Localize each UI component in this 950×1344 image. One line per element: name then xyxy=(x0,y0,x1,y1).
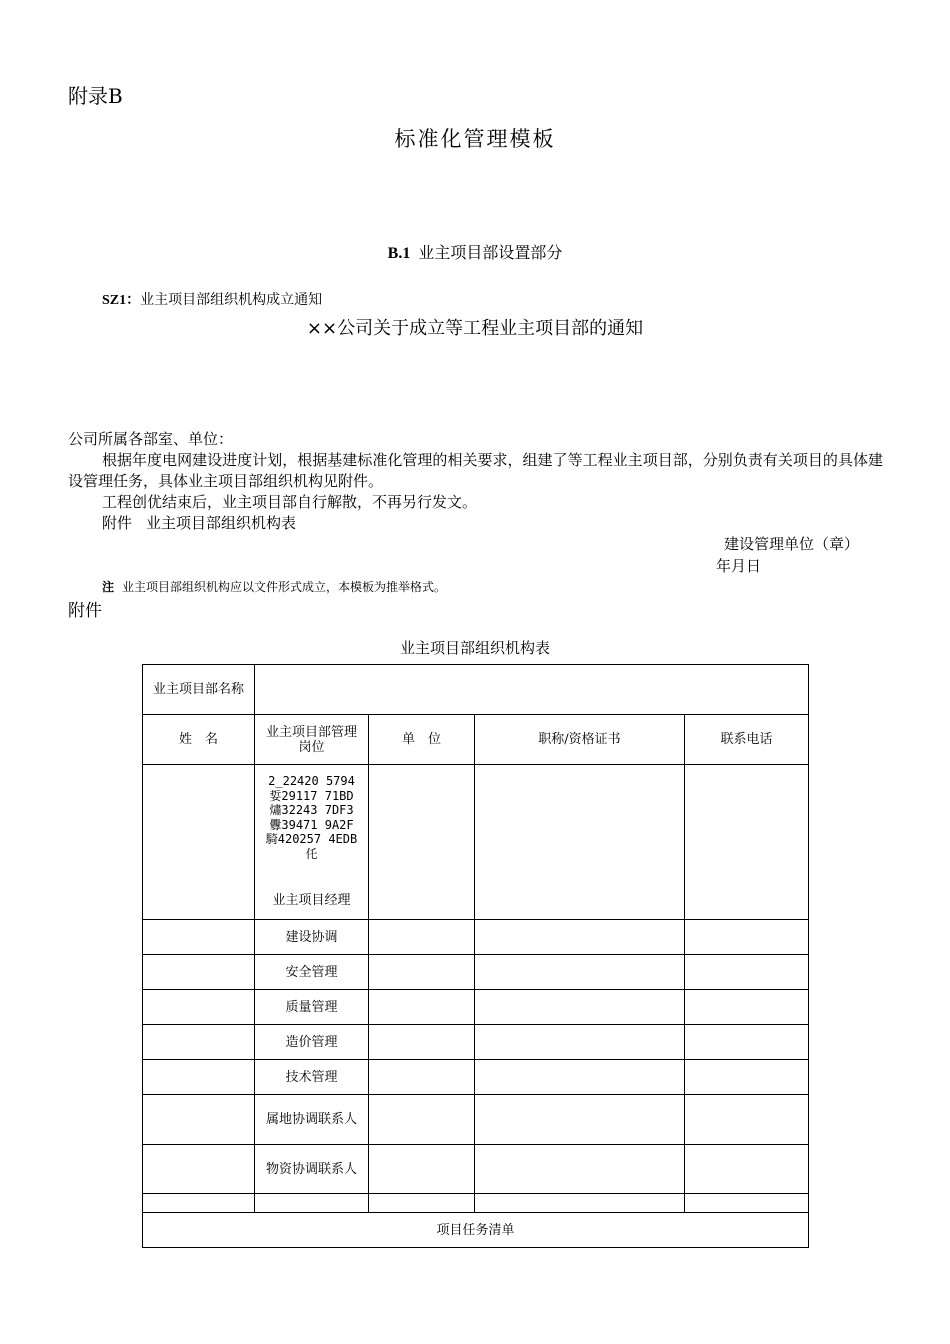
table-row xyxy=(143,1194,809,1213)
section-title: 业主项目部设置部分 xyxy=(418,243,563,262)
position-label: 质量管理 xyxy=(255,990,369,1025)
name-cell xyxy=(143,1095,255,1145)
position-label: 安全管理 xyxy=(255,955,369,990)
name-cell xyxy=(143,1145,255,1194)
section-number: B.1 xyxy=(387,245,411,262)
unit-cell xyxy=(369,990,475,1025)
unit-cell xyxy=(369,1194,475,1213)
cert-cell xyxy=(475,920,685,955)
table-row xyxy=(143,955,809,990)
name-cell xyxy=(143,765,255,920)
position-label: 造价管理 xyxy=(255,1025,369,1060)
phone-cell xyxy=(685,1060,809,1095)
template-heading xyxy=(102,289,322,309)
paragraph-plan: 根据年度电网建设进度计划，根据基建标准化管理的相关要求，组建了等工程业主项目部，分别负责有关项目的具体建设管理任务，具体业主项目部组织机构见附件。 xyxy=(68,451,883,490)
cert-cell xyxy=(475,1145,685,1194)
table-row xyxy=(143,1145,809,1194)
name-cell xyxy=(143,990,255,1025)
signature: 建设管理单位（章） xyxy=(724,535,860,553)
name-cell xyxy=(143,1194,255,1213)
phone-cell xyxy=(685,920,809,955)
main-title: 标准化管理模板 xyxy=(394,127,556,151)
phone-cell xyxy=(685,955,809,990)
table-row xyxy=(143,990,809,1025)
phone-cell xyxy=(685,1095,809,1145)
table-row xyxy=(143,920,809,955)
phone-cell xyxy=(685,1194,809,1213)
task-list-label: 项目任务清单 xyxy=(143,1213,809,1248)
unit-cell xyxy=(369,1025,475,1060)
note-text: 业主项目部组织机构应以文件形式成立，本模板为推举格式。 xyxy=(122,580,447,594)
table-name-row xyxy=(143,665,809,715)
notice-title: ××公司关于成立等工程业主项目部的通知 xyxy=(306,318,644,339)
attachment-heading: 附件 xyxy=(68,601,102,621)
name-cell xyxy=(143,955,255,990)
table-row xyxy=(143,765,809,920)
header-unit: 单 位 xyxy=(369,715,475,765)
header-name: 姓 名 xyxy=(143,715,255,765)
unit-cell xyxy=(369,1145,475,1194)
name-cell xyxy=(143,1025,255,1060)
unit-cell xyxy=(369,1060,475,1095)
section-heading xyxy=(0,240,950,263)
unit-cell xyxy=(369,920,475,955)
date-line: 年月日 xyxy=(716,557,762,575)
template-title: 业主项目部组织机构成立通知 xyxy=(140,292,323,308)
position-label: 物资协调联系人 xyxy=(255,1145,369,1194)
project-name-label: 业主项目部名称 xyxy=(143,665,255,715)
note-label: 注 xyxy=(102,580,115,594)
phone-cell xyxy=(685,1025,809,1060)
garbled-text: 2_22420 5794 娎29117 71BD 熽32243 7DF3 釁39471 9A2F 騎420257 4EDB 仛 xyxy=(265,774,358,861)
attachment-label: 附件 xyxy=(102,514,133,532)
cert-cell xyxy=(475,1095,685,1145)
project-name-value xyxy=(255,665,809,715)
unit-cell xyxy=(369,765,475,920)
position-label: 建设协调 xyxy=(255,920,369,955)
name-cell xyxy=(143,920,255,955)
cert-cell xyxy=(475,1060,685,1095)
cert-cell xyxy=(475,1194,685,1213)
unit-cell xyxy=(369,955,475,990)
position-label: 业主项目经理 xyxy=(272,893,351,908)
template-code: SZ1： xyxy=(102,293,141,308)
header-title-cert: 职称/资格证书 xyxy=(475,715,685,765)
phone-cell xyxy=(685,765,809,920)
unit-cell xyxy=(369,1095,475,1145)
table-row xyxy=(143,1095,809,1145)
attachment-name: 业主项目部组织机构表 xyxy=(146,514,297,532)
header-phone: 联系电话 xyxy=(685,715,809,765)
table-header-row xyxy=(143,715,809,765)
table-row xyxy=(143,1060,809,1095)
table-footer-row xyxy=(143,1213,809,1248)
greeting: 公司所属各部室、单位： xyxy=(68,430,234,448)
position-label: 技术管理 xyxy=(255,1060,369,1095)
phone-cell xyxy=(685,1145,809,1194)
position-cell xyxy=(255,765,369,920)
paragraph-dissolve: 工程创优结束后，业主项目部自行解散，不再另行发文。 xyxy=(102,493,478,511)
cert-cell xyxy=(475,990,685,1025)
position-label: 属地协调联系人 xyxy=(255,1095,369,1145)
phone-cell xyxy=(685,990,809,1025)
appendix-label: 附录B xyxy=(68,84,123,108)
position-label xyxy=(255,1194,369,1213)
name-cell xyxy=(143,1060,255,1095)
cert-cell xyxy=(475,955,685,990)
attachment-line xyxy=(102,513,296,534)
cert-cell xyxy=(475,765,685,920)
table-title: 业主项目部组织机构表 xyxy=(399,639,550,657)
header-position: 业主项目部管理岗位 xyxy=(255,715,369,765)
cert-cell xyxy=(475,1025,685,1060)
organization-table xyxy=(142,664,809,1248)
table-row xyxy=(143,1025,809,1060)
note xyxy=(102,578,446,595)
